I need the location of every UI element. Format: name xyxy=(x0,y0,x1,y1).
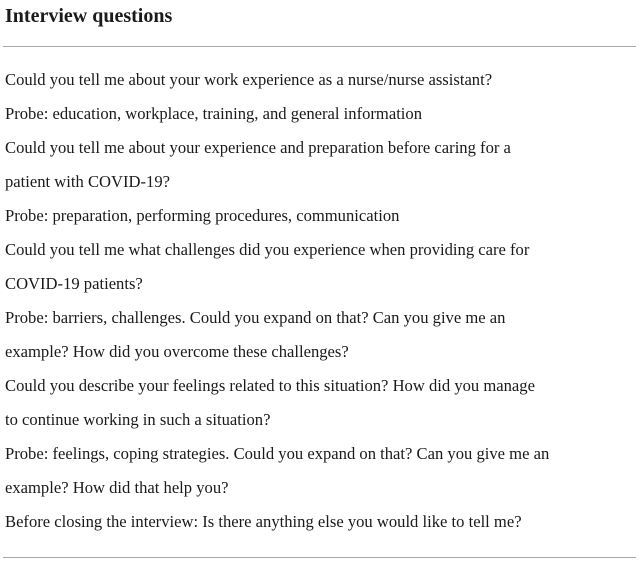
header-divider xyxy=(3,46,636,47)
question-4-line-1: Could you describe your feelings related to this situation? How did you manage xyxy=(5,376,535,395)
probe-4-line-1: Probe: feelings, coping strategies. Could you expand on that? Can you give me an xyxy=(5,444,550,463)
probe-3-line-2: example? How did you overcome these challenges? xyxy=(5,342,349,361)
footer-divider xyxy=(3,557,636,558)
question-1-line-1: Could you tell me about your work experience as a nurse/nurse assistant? xyxy=(5,70,493,89)
question-2-line-2: patient with COVID-19? xyxy=(5,172,170,191)
question-4-line-2: to continue working in such a situation? xyxy=(5,410,271,429)
table-header: Interview questions xyxy=(5,5,173,27)
probe-1-line-1: Probe: education, workplace, training, and general information xyxy=(5,104,423,123)
question-list xyxy=(5,63,635,539)
question-3-line-2: COVID-19 patients? xyxy=(5,274,143,293)
closing-question: Before closing the interview: Is there anything else you would like to tell me? xyxy=(5,512,522,531)
probe-4-line-2: example? How did that help you? xyxy=(5,478,229,497)
probe-2-line-1: Probe: preparation, performing procedures, communication xyxy=(5,206,400,225)
probe-3-line-1: Probe: barriers, challenges. Could you expand on that? Can you give me an xyxy=(5,308,506,327)
question-3-line-1: Could you tell me what challenges did you experience when providing care for xyxy=(5,240,530,259)
question-2-line-1: Could you tell me about your experience and preparation before caring for a xyxy=(5,138,511,157)
